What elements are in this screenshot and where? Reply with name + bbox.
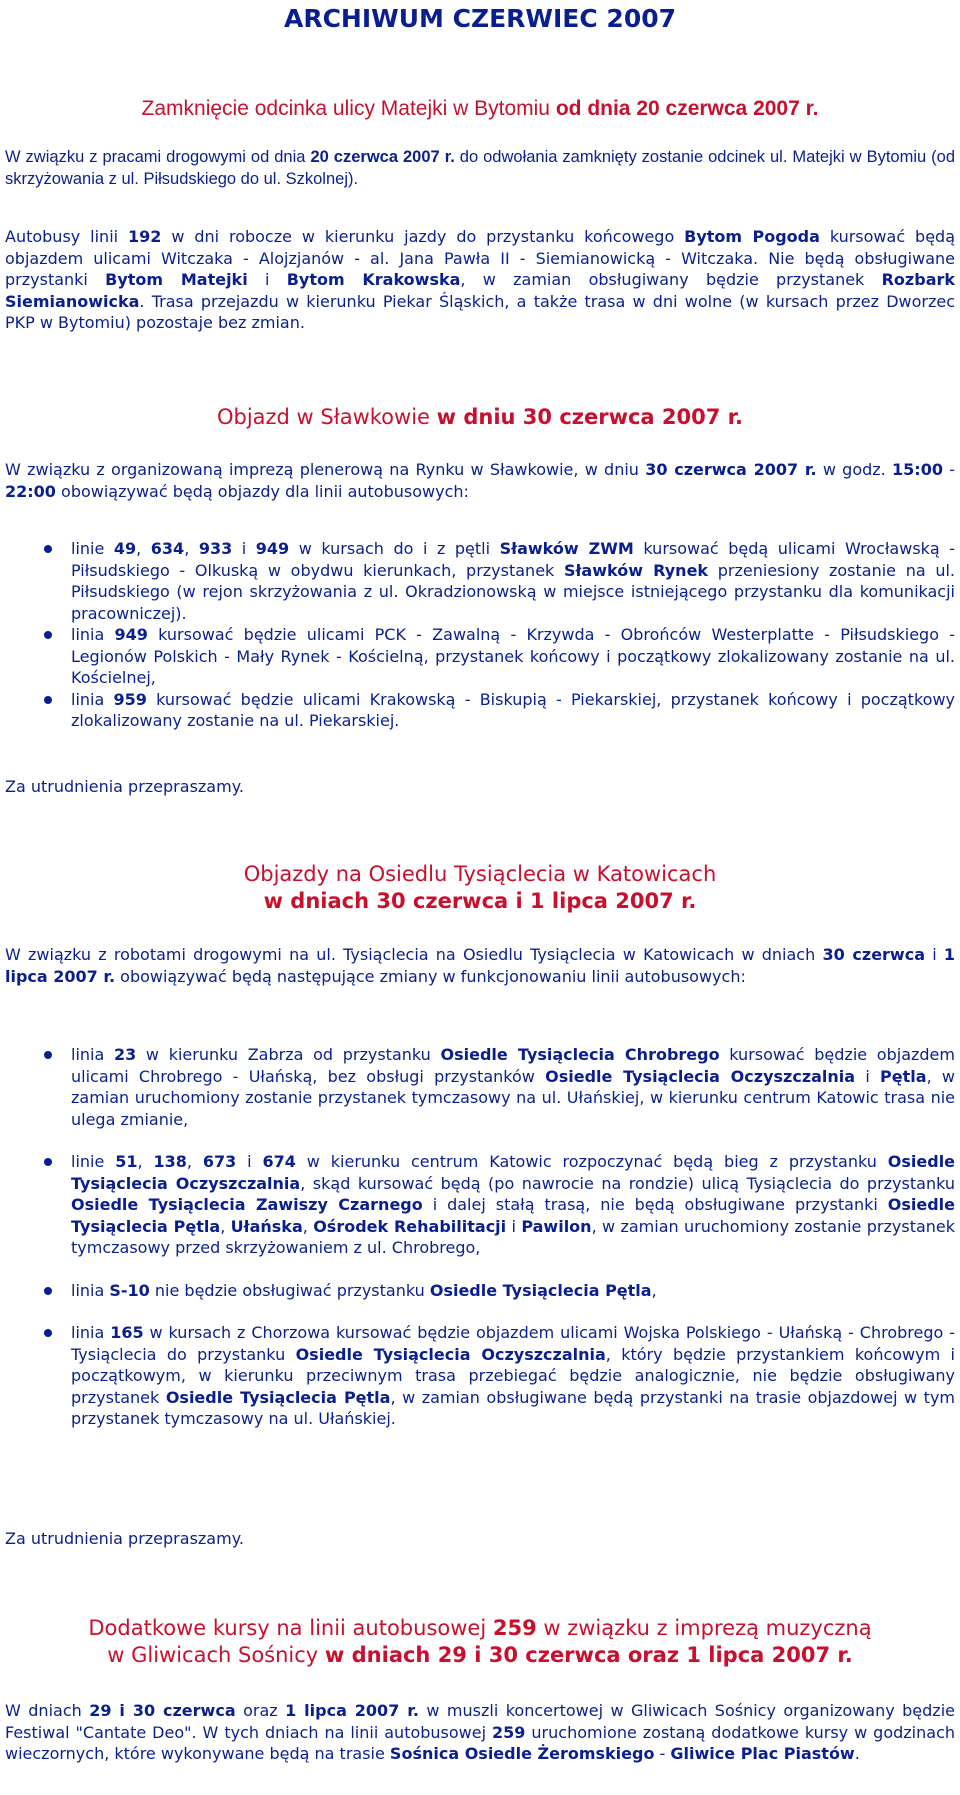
apology-tysiaclecia: Za utrudnienia przepraszamy. (5, 1529, 244, 1548)
list-item: linia 949 kursować będzie ulicami PCK - Zawalną - Krzywda - Obrońców Westerplatte - Piłsudskiego - Legionów Polskich - Mały Rynek - Kościelną, przystanek końcowy i początkowy zlokalizowany zostanie na ul. Kościelnej, (0, 624, 960, 689)
section-title-text: Objazd w Sławkowie (216, 405, 437, 429)
list-item: linia 959 kursować będzie ulicami Krakowską - Biskupią - Piekarskiej, przystanek końcowy i początkowy zlokalizowany zostanie na ul. Piekarskiej. (0, 689, 960, 732)
list-item: linia S-10 nie będzie obsługiwać przystanku Osiedle Tysiąclecia Pętla, (0, 1280, 960, 1302)
bullet-icon (44, 1158, 52, 1166)
bullet-icon (44, 1329, 52, 1337)
list-item: linia 23 w kierunku Zabrza od przystanku Osiedle Tysiąclecia Chrobrego kursować będzie objazdem ulicami Chrobrego - Ułańską, bez obsługi przystanków Osiedle Tysiąclecia Oczyszczalnia i Pętla, w zamian uruchomiony zostanie przystanek tymczasowy na ul. Ułańskiej, w kierunku centrum Katowic trasa nie ulega zmianie, (0, 1044, 960, 1130)
list-item: linie 51, 138, 673 i 674 w kierunku centrum Katowic rozpoczynać będą bieg z przystanku Osiedle Tysiąclecia Oczyszczalnia, skąd kursować będą (po nawrocie na rondzie) ulicą Tysiąclecia do przystanku Osiedle Tysiąclecia Zawiszy Czarnego i dalej stałą trasą, nie będą obsługiwane przystanki Osiedle Tysiąclecia Pętla, Ułańska, Ośrodek Rehabilitacji i Pawilon, w zamian uruchomiony zostanie przystanek tymczasowy przed skrzyżowaniem z ul. Chrobrego, (0, 1151, 960, 1259)
paragraph-slawkow-intro: W związku z organizowaną imprezą plenerową na Rynku w Sławkowie, w dniu 30 czerwca 2007 r. w godz. 15:00 - 22:00 obowiązywać będą objazdy dla linii autobusowych: (5, 460, 956, 501)
section-title-line2: w dniach 30 czerwca i 1 lipca 2007 r. (263, 889, 697, 913)
section-title-date: w dniu 30 czerwca 2007 r. (436, 405, 744, 429)
section-title-line2: w Gliwicach Sośnicy w dniach 29 i 30 czerwca oraz 1 lipca 2007 r. (107, 1643, 853, 1667)
section-title-line-259 (0, 1615, 960, 1669)
bullet-icon (44, 631, 52, 639)
page-title: ARCHIWUM CZERWIEC 2007 (283, 4, 677, 33)
apology-slawkow: Za utrudnienia przepraszamy. (5, 777, 244, 796)
section-title-line1: Dodatkowe kursy na linii autobusowej 259 w związku z imprezą muzyczną (88, 1616, 872, 1640)
bullet-icon (44, 696, 52, 704)
paragraph-matejki-closure: W związku z pracami drogowymi od dnia 20 czerwca 2007 r. do odwołania zamknięty zostanie odcinek ul. Matejki w Bytomiu (od skrzyżowania z ul. Piłsudskiego do ul. Szkolnej). (5, 148, 956, 188)
paragraph-line-192: Autobusy linii 192 w dni robocze w kierunku jazdy do przystanku końcowego Bytom Pogoda kursować będą objazdem ulicami Witczaka - Alojzjanów - al. Jana Pawła II - Siemianowicką - Witczaka. Nie będą obsługiwane przystanki Bytom Matejki i Bytom Krakowska, w zamian obsługiwany będzie przystanek Rozbark Siemianowicka. Trasa przejazdu w kierunku Piekar Śląskich, a także trasa w dni wolne (w kursach przez Dworzec PKP w Bytomiu) pozostaje bez zmian. (5, 227, 956, 332)
bullet-icon (44, 1051, 52, 1059)
section-title-slawkow (0, 404, 960, 431)
slawkow-detour-list (0, 538, 960, 732)
paragraph-tysiaclecia-intro: W związku z robotami drogowymi na ul. Tysiąclecia na Osiedlu Tysiąclecia w Katowicach w dniach 30 czerwca i 1 lipca 2007 r. obowiązywać będą następujące zmiany w funkcjonowaniu linii autobusowych: (5, 945, 956, 986)
paragraph-cantate-deo: W dniach 29 i 30 czerwca oraz 1 lipca 2007 r. w muszli koncertowej w Gliwicach Sośnicy organizowany będzie Festiwal "Cantate Deo". W tych dniach na linii autobusowej 259 uruchomione zostaną dodatkowe kursy w godzinach wieczornych, które wykonywane będą na trasie Sośnica Osiedle Żeromskiego - Gliwice Plac Piastów. (5, 1701, 956, 1763)
section-title-text: Zamknięcie odcinka ulicy Matejki w Bytomiu (141, 97, 556, 120)
list-item: linie 49, 634, 933 i 949 w kursach do i z pętli Sławków ZWM kursować będą ulicami Wrocławską - Piłsudskiego - Olkuską w obydwu kierunkach, przystanek Sławków Rynek przeniesiony zostanie na ul. Piłsudskiego (w rejon skrzyżowania z ul. Okradzionowską w miejsce istniejącego przystanku dla komunikacji pracowniczej). (0, 538, 960, 624)
bullet-icon (44, 545, 52, 553)
section-title-tysiaclecia (0, 861, 960, 915)
section-title-date: od dnia 20 czerwca 2007 r. (555, 97, 819, 120)
tysiaclecia-changes-list (0, 1044, 960, 1430)
section-title-line1: Objazdy na Osiedlu Tysiąclecia w Katowicach (243, 862, 717, 886)
section-title-matejki (0, 95, 960, 122)
bullet-icon (44, 1287, 52, 1295)
list-item: linia 165 w kursach z Chorzowa kursować będzie objazdem ulicami Wojska Polskiego - Ułańską - Chrobrego - Tysiąclecia do przystanku Osiedle Tysiąclecia Oczyszczalnia, który będzie przystankiem końcowym i początkowym, w kierunku przeciwnym trasa przebiegać będzie analogicznie, nie będzie obsługiwany przystanek Osiedle Tysiąclecia Pętla, w zamian obsługiwane będą przystanki na trasie objazdowej w tym przystanek tymczasowy na ul. Ułańskiej. (0, 1322, 960, 1430)
